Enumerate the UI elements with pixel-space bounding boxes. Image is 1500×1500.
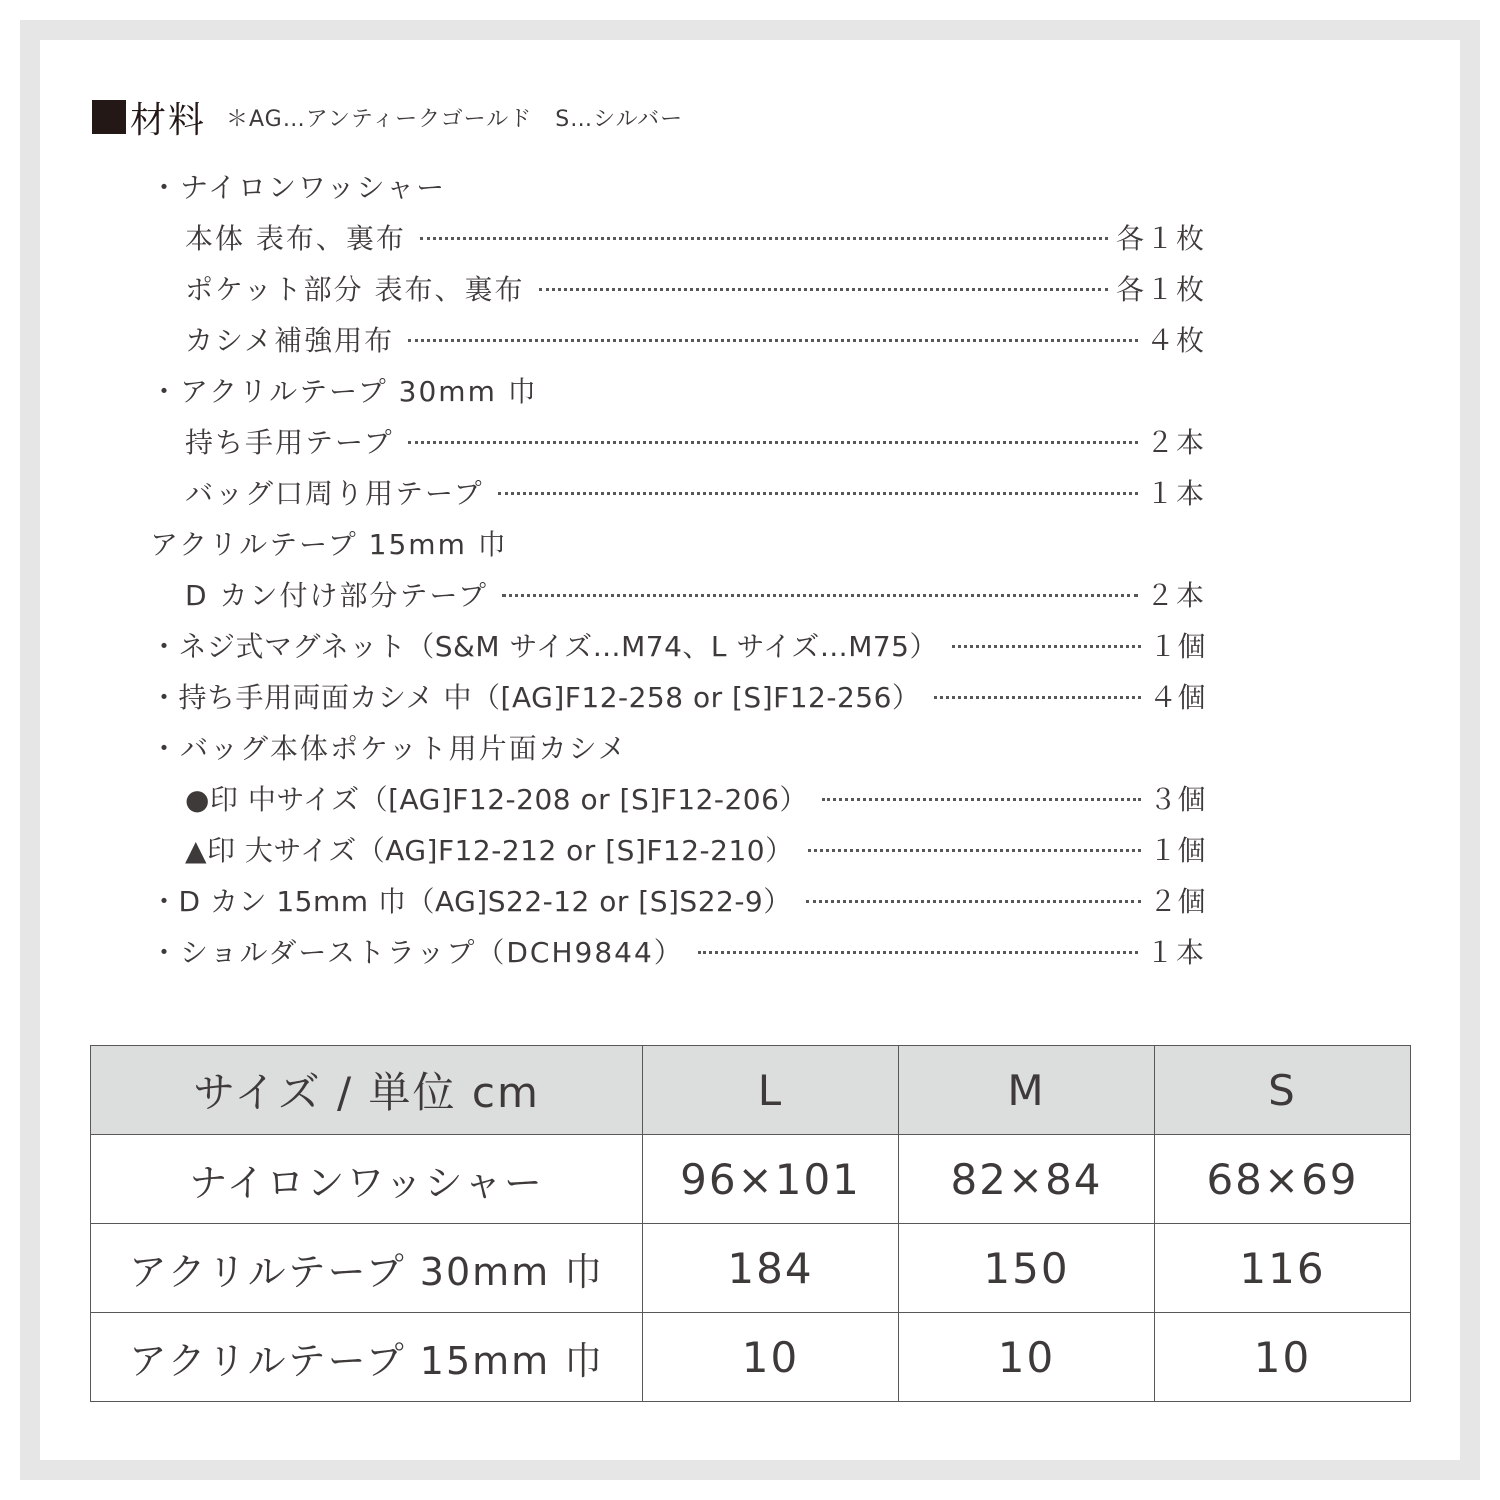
leader-dots [420, 237, 1108, 240]
material-row: ・持ち手用両面カシメ 中（[AG]F12-258 or [S]F12-256） ４個 [150, 680, 1206, 714]
table-cell: 116 [1155, 1224, 1411, 1313]
leader-dots [822, 798, 1141, 801]
material-row: ・バッグ本体ポケット用片面カシメ [150, 731, 628, 765]
table-cell: 68×69 [1155, 1135, 1411, 1224]
table-row [91, 1135, 1411, 1224]
table-cell: 96×101 [643, 1135, 899, 1224]
column-header: M [899, 1046, 1155, 1135]
leader-dots [539, 288, 1108, 291]
materials-heading [92, 92, 683, 142]
material-row: D カン付け部分テープ ２本 [185, 578, 1206, 612]
table-header-row [91, 1046, 1411, 1135]
table-cell: 10 [899, 1313, 1155, 1402]
column-header: サイズ / 単位 cm [91, 1046, 643, 1135]
table-cell: 150 [899, 1224, 1155, 1313]
column-header: L [643, 1046, 899, 1135]
square-bullet-icon [92, 100, 126, 134]
table-cell: 10 [643, 1313, 899, 1402]
leader-dots [408, 441, 1138, 444]
material-row: ●印 中サイズ（[AG]F12-208 or [S]F12-206） ３個 [185, 782, 1206, 816]
material-row: 持ち手用テープ ２本 [185, 425, 1206, 459]
material-row: 本体 表布、裏布 各１枚 [185, 221, 1206, 255]
table-cell: 184 [643, 1224, 899, 1313]
leader-dots [806, 900, 1141, 903]
material-row: ・ショルダーストラップ（DCH9844） １本 [150, 935, 1206, 969]
table-cell: 82×84 [899, 1135, 1155, 1224]
leader-dots [808, 849, 1141, 852]
material-row: ・アクリルテープ 30mm 巾 [150, 374, 538, 408]
table-cell: 10 [1155, 1313, 1411, 1402]
leader-dots [502, 594, 1138, 597]
table-row [91, 1224, 1411, 1313]
material-row: カシメ補強用布 ４枚 [185, 323, 1206, 357]
row-header: アクリルテープ 30mm 巾 [91, 1224, 643, 1313]
row-header: アクリルテープ 15mm 巾 [91, 1313, 643, 1402]
column-header: S [1155, 1046, 1411, 1135]
leader-dots [498, 492, 1138, 495]
material-row: ・D カン 15mm 巾（AG]S22-12 or [S]S22-9） ２個 [150, 884, 1206, 918]
material-row: ・ネジ式マグネット（S&M サイズ…M74、L サイズ…M75） １個 [150, 629, 1206, 663]
row-header: ナイロンワッシャー [91, 1135, 643, 1224]
leader-dots [698, 951, 1138, 954]
leader-dots [952, 645, 1141, 648]
material-row: ポケット部分 表布、裏布 各１枚 [185, 272, 1206, 306]
material-row: アクリルテープ 15mm 巾 [150, 527, 508, 561]
leader-dots [934, 696, 1141, 699]
color-code-note: ＊AG…アンティークゴールド S…シルバー [226, 106, 684, 132]
material-row: バッグ口周り用テープ １本 [185, 476, 1206, 510]
size-table [90, 1045, 1411, 1402]
materials-title: 材料 [130, 99, 207, 141]
table-row [91, 1313, 1411, 1402]
material-row: ▲印 大サイズ（AG]F12-212 or [S]F12-210） １個 [185, 833, 1206, 867]
material-row: ・ナイロンワッシャー [150, 170, 447, 204]
leader-dots [408, 339, 1138, 342]
